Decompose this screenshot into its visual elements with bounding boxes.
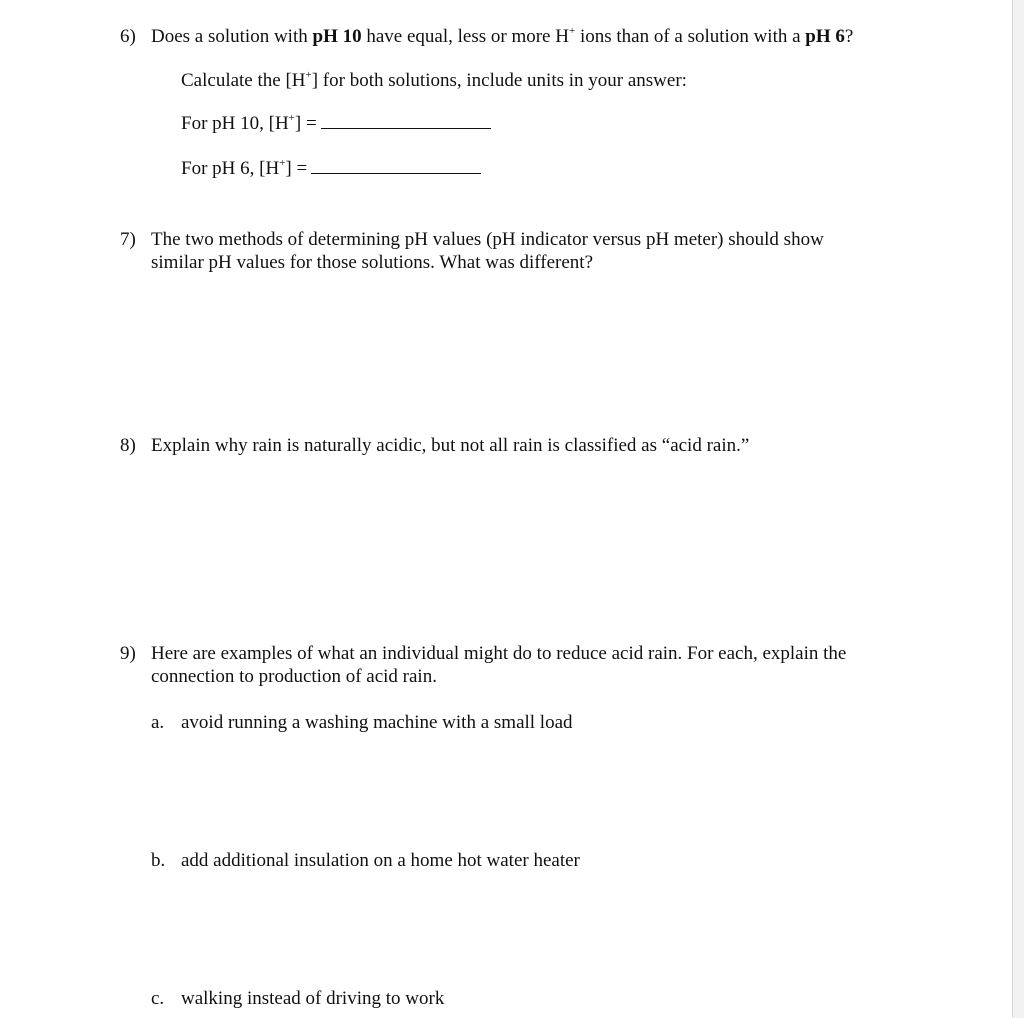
q6-ph6-answer-line: For pH 6, [H+] = bbox=[181, 157, 481, 180]
question-text: Does a solution with pH 10 have equal, less or more H+ ions than of a solution with a pH 6? bbox=[151, 25, 854, 47]
question-text: Explain why rain is naturally acidic, but not all rain is classified as “acid rain.” bbox=[151, 435, 750, 456]
question-number: 6) bbox=[120, 26, 136, 47]
question-number: 9) bbox=[120, 643, 136, 664]
item-letter: b. bbox=[151, 850, 166, 871]
q6-instruction: Calculate the [H+] for both solutions, include units in your answer: bbox=[181, 69, 687, 91]
q6-ph10-answer-line: For pH 10, [H+] = bbox=[181, 112, 491, 135]
ph6-answer-blank[interactable] bbox=[311, 157, 481, 174]
item-text: add additional insulation on a home hot water heater bbox=[181, 850, 580, 871]
ph10-answer-blank[interactable] bbox=[321, 112, 491, 129]
item-letter: a. bbox=[151, 712, 165, 733]
item-text: walking instead of driving to work bbox=[181, 988, 445, 1009]
question-number: 7) bbox=[120, 229, 136, 250]
question-number: 8) bbox=[120, 435, 136, 456]
item-text: avoid running a washing machine with a small load bbox=[181, 712, 573, 733]
item-letter: c. bbox=[151, 988, 165, 1009]
question-text: The two methods of determining pH values (pH indicator versus pH meter) should show similar pH values for those solutions. What was different? bbox=[151, 229, 824, 273]
question-text: Here are examples of what an individual might do to reduce acid rain. For each, explain the connection to production of acid rain. bbox=[151, 643, 847, 687]
